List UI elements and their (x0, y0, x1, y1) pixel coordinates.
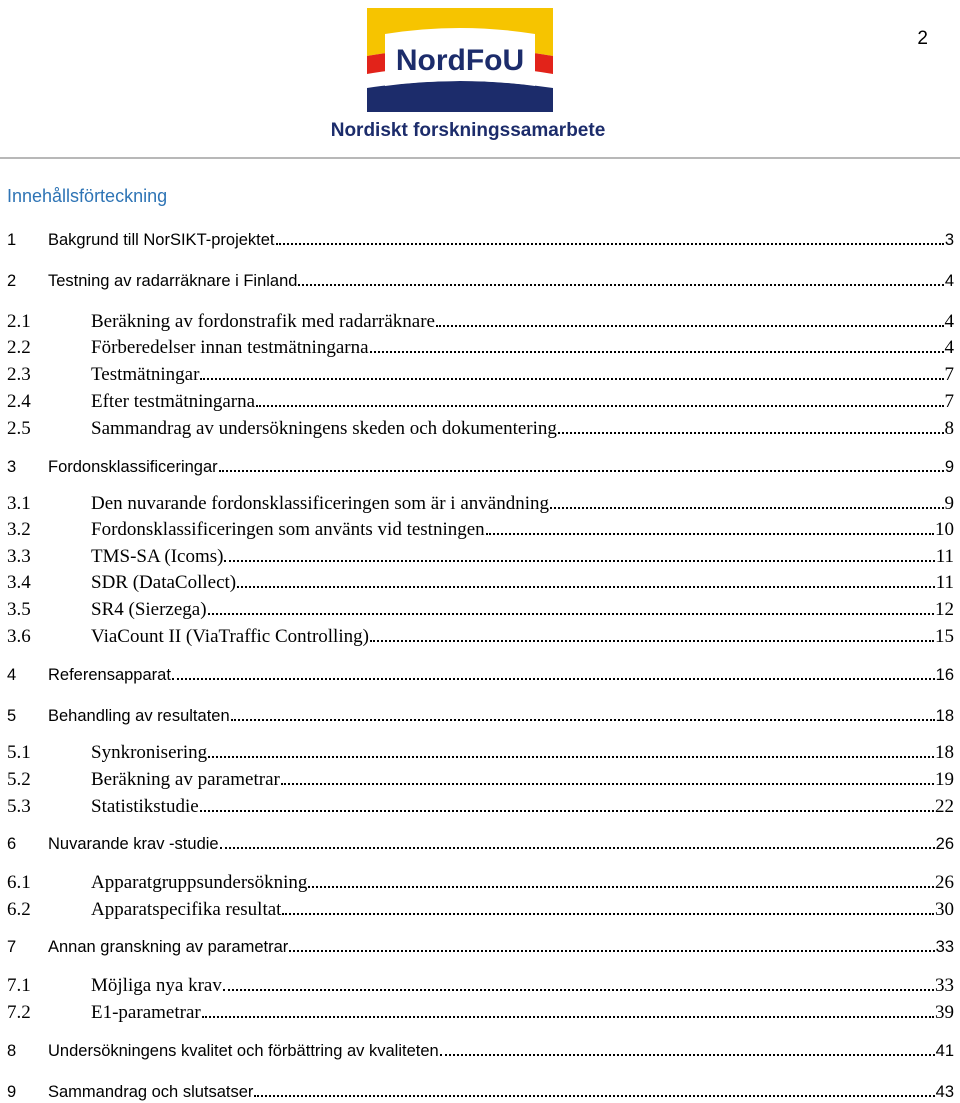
toc-entry-title: Efter testmätningarna (91, 391, 256, 412)
toc-entry-page: 10 (935, 519, 954, 540)
page-number: 2 (917, 28, 928, 49)
toc-dot-leader (256, 405, 943, 407)
toc-entry-title: E1-parametrar (91, 1002, 201, 1023)
tagline: Nordiskt forskningssamarbete (330, 120, 606, 141)
toc-entry[interactable] (7, 456, 954, 478)
toc-entry-number: 6 (7, 835, 17, 853)
toc-dot-leader (308, 886, 934, 888)
toc-entry-page: 26 (935, 835, 954, 853)
toc-dot-leader (486, 533, 934, 535)
toc-entry-page: 33 (935, 938, 954, 956)
toc-dot-leader (298, 284, 943, 286)
toc-entry[interactable] (7, 899, 954, 921)
toc-entry-title: Den nuvarande fordonsklassificeringen som är i användning (91, 493, 549, 514)
toc-entry-title: Apparatgruppsundersökning (91, 872, 308, 893)
toc-entry-page: 9 (944, 458, 954, 476)
toc-entry[interactable] (7, 769, 954, 791)
toc-dot-leader (282, 913, 934, 915)
toc-entry-page: 4 (944, 311, 954, 332)
toc-entry-number: 2.1 (7, 311, 31, 332)
toc-entry[interactable] (7, 229, 954, 251)
toc-entry[interactable] (7, 337, 954, 359)
toc-entry-number: 2.5 (7, 418, 31, 439)
toc-entry-number: 6.2 (7, 899, 31, 920)
toc-entry-title: Apparatspecifika resultat (91, 899, 282, 920)
toc-entry-number: 4 (7, 666, 17, 684)
nordfou-logo (363, 4, 557, 116)
toc-entry[interactable] (7, 796, 954, 818)
toc-entry[interactable] (7, 572, 954, 594)
toc-entry-page: 18 (935, 707, 954, 725)
toc-dot-leader (370, 351, 944, 353)
toc-entry-title: Annan granskning av parametrar (48, 938, 289, 956)
toc-dot-leader (223, 989, 934, 991)
toc-entry[interactable] (7, 599, 954, 621)
toc-entry[interactable] (7, 1002, 954, 1024)
toc-entry[interactable] (7, 705, 954, 727)
toc-dot-leader (440, 1054, 935, 1056)
toc-entry-title: Sammandrag och slutsatser (48, 1083, 254, 1101)
toc-dot-leader (276, 243, 944, 245)
toc-entry-number: 2.3 (7, 364, 31, 385)
toc-entry-number: 5.2 (7, 769, 31, 790)
toc-entry-page: 12 (935, 599, 954, 620)
toc-entry[interactable] (7, 546, 954, 568)
toc-entry-number: 9 (7, 1083, 17, 1101)
toc-entry-number: 8 (7, 1042, 17, 1060)
toc-dot-leader (289, 950, 934, 952)
toc-entry[interactable] (7, 418, 954, 440)
toc-dot-leader (208, 613, 934, 615)
toc-entry[interactable] (7, 833, 954, 855)
toc-entry-title: Behandling av resultaten (48, 707, 230, 725)
toc-entry-number: 3.6 (7, 626, 31, 647)
toc-entry[interactable] (7, 391, 954, 413)
toc-entry-number: 2 (7, 272, 17, 290)
toc-dot-leader (231, 719, 935, 721)
toc-entry[interactable] (7, 742, 954, 764)
toc-entry[interactable] (7, 1081, 954, 1103)
toc-dot-leader (224, 560, 934, 562)
toc-entry-title: SDR (DataCollect) (91, 572, 237, 593)
toc-dot-leader (254, 1095, 934, 1097)
toc-dot-leader (200, 810, 934, 812)
toc-entry-number: 3.1 (7, 493, 31, 514)
toc-entry-title: TMS-SA (Icoms) (91, 546, 224, 567)
toc-entry-number: 3.2 (7, 519, 31, 540)
toc-entry[interactable] (7, 493, 954, 515)
toc-entry-page: 18 (935, 742, 954, 763)
toc-entry[interactable] (7, 626, 954, 648)
toc-entry-number: 3 (7, 458, 17, 476)
toc-entry-title: Fordonsklassificeringen som använts vid testningen (91, 519, 485, 540)
toc-entry-number: 1 (7, 231, 17, 249)
toc-entry-page: 39 (935, 1002, 954, 1023)
toc-entry-page: 7 (944, 364, 954, 385)
toc-entry-number: 2.2 (7, 337, 31, 358)
toc-entry[interactable] (7, 936, 954, 958)
toc-entry-page: 16 (935, 666, 954, 684)
toc-entry[interactable] (7, 519, 954, 541)
toc-entry-page: 7 (944, 391, 954, 412)
toc-entry[interactable] (7, 270, 954, 292)
toc-entry-title: Undersökningens kvalitet och förbättring av kvaliteten (48, 1042, 439, 1060)
toc-entry-page: 4 (944, 272, 954, 290)
toc-dot-leader (200, 378, 943, 380)
toc-entry-title: Nuvarande krav -studie (48, 835, 219, 853)
toc-entry[interactable] (7, 975, 954, 997)
toc-entry-title: ViaCount II (ViaTraffic Controlling) (91, 626, 369, 647)
toc-entry-page: 43 (935, 1083, 954, 1101)
toc-dot-leader (202, 1016, 934, 1018)
toc-entry-title: Fordonsklassificeringar (48, 458, 218, 476)
toc-entry[interactable] (7, 1040, 954, 1062)
toc-entry-page: 19 (935, 769, 954, 790)
toc-entry-page: 33 (935, 975, 954, 996)
toc-entry-title: Bakgrund till NorSIKT-projektet (48, 231, 275, 249)
header-divider (0, 157, 960, 159)
toc-entry-page: 11 (935, 572, 954, 593)
toc-dot-leader (436, 325, 944, 327)
toc-entry-number: 7 (7, 938, 17, 956)
toc-entry-title: Testning av radarräknare i Finland (48, 272, 298, 290)
toc-entry[interactable] (7, 664, 954, 686)
toc-entry-number: 6.1 (7, 872, 31, 893)
toc-entry-number: 7.2 (7, 1002, 31, 1023)
toc-entry-page: 8 (944, 418, 954, 439)
toc-entry-title: Beräkning av fordonstrafik med radarräknare (91, 311, 435, 332)
toc-entry-title: Statistikstudie (91, 796, 199, 817)
toc-dot-leader (208, 756, 934, 758)
toc-entry-title: Möjliga nya krav (91, 975, 222, 996)
toc-entry-title: Sammandrag av undersökningens skeden och dokumentering (91, 418, 557, 439)
toc-entry-title: Förberedelser innan testmätningarna (91, 337, 369, 358)
toc-entry-page: 11 (935, 546, 954, 567)
toc-dot-leader (281, 783, 934, 785)
toc-entry-page: 3 (944, 231, 954, 249)
toc-entry-title: Referensapparat (48, 666, 171, 684)
toc-entry-number: 5.3 (7, 796, 31, 817)
toc-dot-leader (219, 470, 944, 472)
toc-entry-page: 41 (935, 1042, 954, 1060)
toc-dot-leader (558, 432, 944, 434)
toc-entry-number: 5.1 (7, 742, 31, 763)
toc-dot-leader (172, 678, 935, 680)
toc-entry-number: 7.1 (7, 975, 31, 996)
logo-wordmark: NordFoU (395, 44, 525, 77)
toc-dot-leader (370, 640, 934, 642)
toc-entry-number: 3.3 (7, 546, 31, 567)
toc-dot-leader (550, 507, 944, 509)
toc-entry-page: 30 (935, 899, 954, 920)
toc-dot-leader (237, 586, 935, 588)
toc-entry[interactable] (7, 311, 954, 333)
toc-entry-page: 9 (944, 493, 954, 514)
toc-entry-title: Testmätningar (91, 364, 200, 385)
toc-entry-number: 3.4 (7, 572, 31, 593)
toc-entry-number: 5 (7, 707, 17, 725)
toc-entry[interactable] (7, 364, 954, 386)
toc-entry-page: 15 (935, 626, 954, 647)
toc-entry-page: 4 (944, 337, 954, 358)
toc-entry-page: 26 (935, 872, 954, 893)
toc-entry-number: 3.5 (7, 599, 31, 620)
toc-heading: Innehållsförteckning (7, 186, 168, 206)
toc-entry-title: SR4 (Sierzega) (91, 599, 207, 620)
toc-entry-title: Beräkning av parametrar (91, 769, 280, 790)
toc-entry-page: 22 (935, 796, 954, 817)
toc-entry-title: Synkronisering (91, 742, 208, 763)
toc-dot-leader (220, 847, 935, 849)
toc-entry[interactable] (7, 872, 954, 894)
toc-entry-number: 2.4 (7, 391, 31, 412)
